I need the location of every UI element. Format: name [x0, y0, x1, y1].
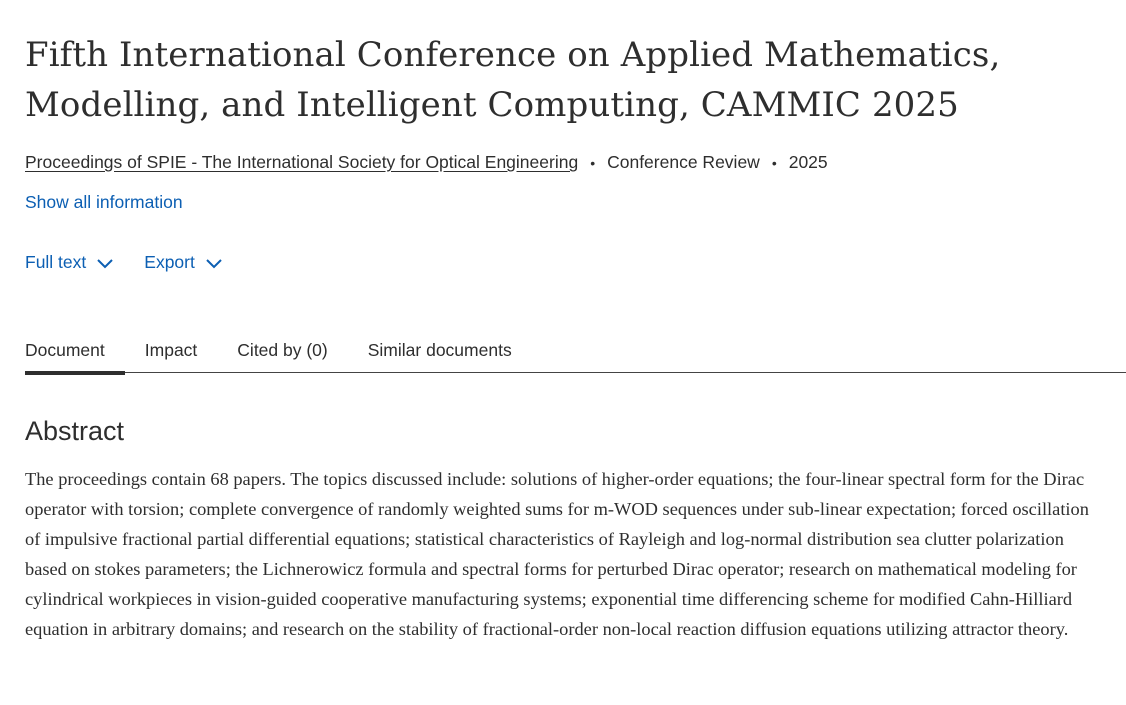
abstract-heading: Abstract: [25, 416, 125, 446]
tab-document[interactable]: Document: [25, 340, 105, 373]
show-all-information-link[interactable]: Show all information: [25, 192, 183, 212]
chevron-down-icon: [96, 254, 114, 272]
abstract-text: The proceedings contain 68 papers. The topics discussed include: solutions of higher-order equations; the four-linear spectral form for the Dirac operator with torsion; complete convergence of randomly weighted sums for m-WOD sequences under sub-linear expectation; forced oscillation of impulsive fractional partial differential equations; statistical characteristics of Rayleigh and log-normal distribution sea clutter polarization based on stokes parameters; the Lichnerowicz formula and spectral forms for perturbed Dirac operator; research on mathematical modeling for cylindrical workpieces in vision-guided cooperative manufacturing systems; exponential time differencing scheme for modified Cahn-Hilliard equation in arbitrary domains; and research on the stability of fractional-order non-local reaction diffusion equations utilizing attractor theory.: [25, 469, 1089, 639]
tab-cited-by[interactable]: Cited by (0): [237, 340, 328, 360]
action-bar: [25, 252, 223, 273]
meta-separator: •: [590, 154, 596, 171]
document-type: Conference Review: [607, 152, 760, 172]
chevron-down-icon: [205, 254, 223, 272]
tab-impact[interactable]: Impact: [144, 340, 198, 360]
document-tabs: [25, 340, 1126, 373]
page-title: Fifth International Conference on Applied Mathematics, Modelling, and Intelligent Computing, CAMMIC 2025: [25, 35, 1001, 125]
export-label: Export: [144, 252, 195, 272]
tab-similar-documents[interactable]: Similar documents: [367, 340, 512, 360]
meta-separator: •: [771, 154, 777, 171]
full-text-button[interactable]: [25, 252, 114, 273]
document-meta: [25, 152, 828, 173]
document-year: 2025: [788, 152, 828, 172]
export-button[interactable]: [144, 252, 223, 273]
full-text-label: Full text: [25, 252, 87, 272]
source-link[interactable]: Proceedings of SPIE - The International Society for Optical Engineering: [25, 152, 579, 172]
